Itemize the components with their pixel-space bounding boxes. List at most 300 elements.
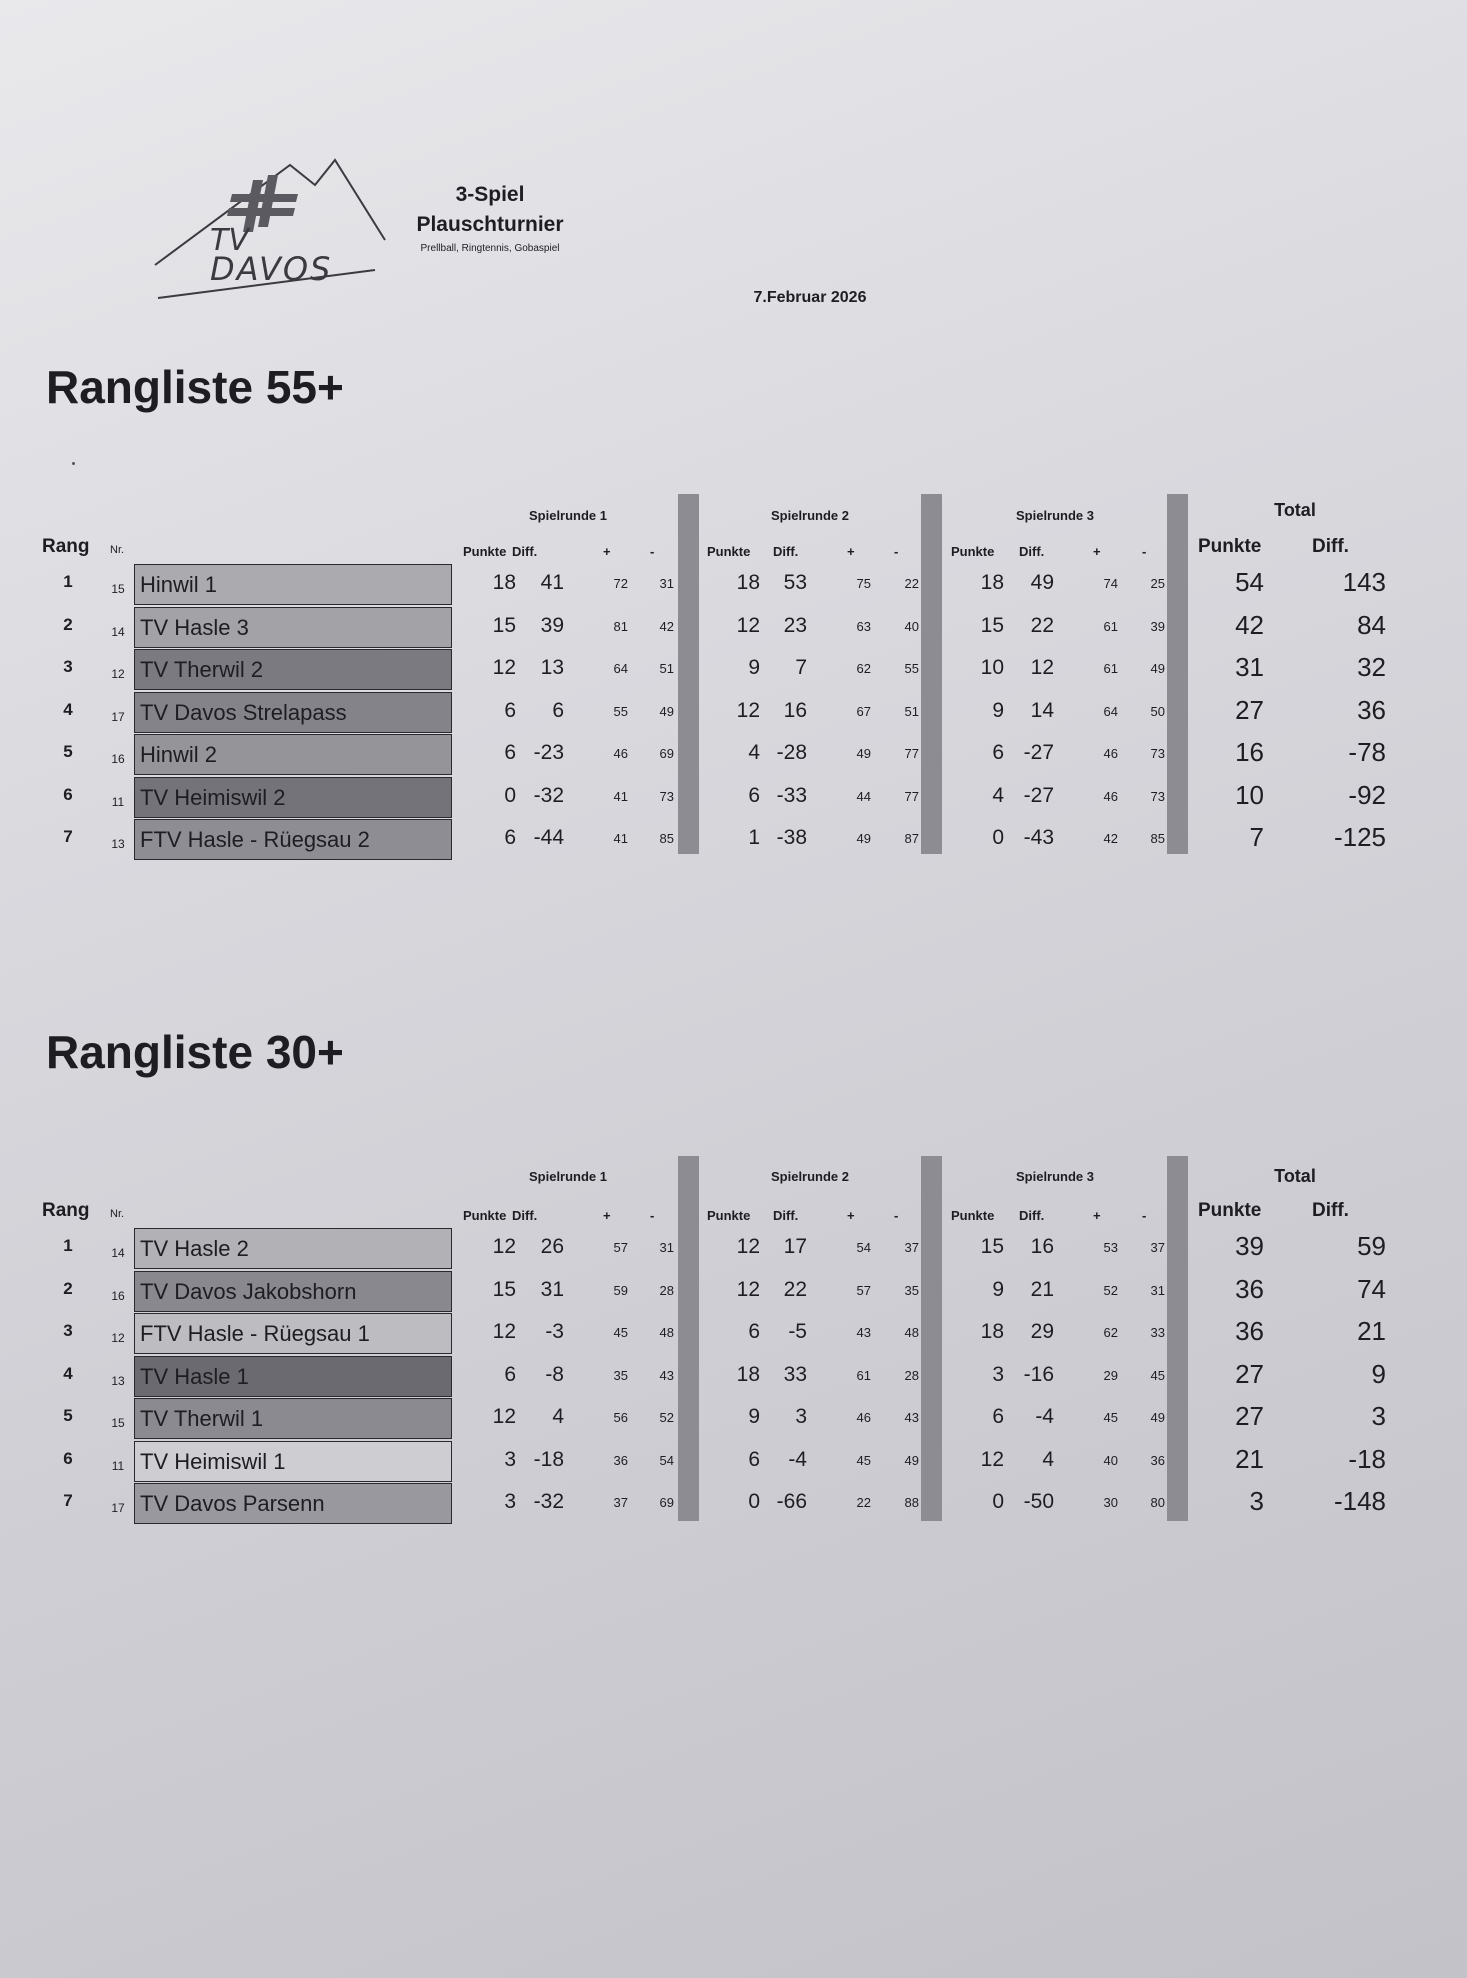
logo-text-tv: TV (210, 223, 249, 258)
table-row (0, 1228, 1467, 1268)
col-header-punkte: Punkte (951, 1208, 995, 1223)
event-subtitle: Prellball, Ringtennis, Gobaspiel (420, 243, 560, 254)
round-header: Spielrunde 1 (528, 1169, 608, 1184)
round-minus: 22 (904, 576, 919, 591)
col-header-punkte: Punkte (463, 1208, 507, 1223)
team-number: 17 (111, 709, 125, 724)
round-punkte: 12 (492, 1235, 516, 1258)
round-punkte: 18 (736, 1362, 760, 1386)
table-row (0, 1313, 1467, 1353)
round-punkte: 15 (492, 1277, 516, 1301)
round-plus: 43 (856, 1325, 871, 1340)
col-header-punkte: Punkte (463, 544, 507, 559)
round-header: Spielrunde 2 (770, 1169, 850, 1184)
round-minus: 31 (1150, 1282, 1165, 1298)
round-plus: 81 (613, 618, 628, 634)
round-diff: 16 (783, 698, 807, 722)
table-row (0, 607, 1467, 647)
stray-dot (72, 462, 75, 465)
round-minus: 48 (659, 1325, 674, 1340)
team-name: TV Heimiswil 2 (134, 777, 452, 818)
total-diff: 84 (1357, 609, 1386, 640)
round-minus: 49 (1150, 661, 1165, 676)
team-name: TV Therwil 1 (134, 1398, 452, 1439)
col-header-plus: + (847, 544, 855, 559)
round-plus: 62 (856, 661, 871, 676)
round-header: Spielrunde 3 (1015, 508, 1095, 523)
total-diff: -125 (1333, 822, 1386, 852)
round-minus: 25 (1150, 576, 1165, 591)
total-diff: 32 (1357, 652, 1386, 682)
total-punkte: 54 (1235, 567, 1264, 597)
round-plus: 41 (613, 831, 628, 846)
round-punkte: 6 (748, 783, 760, 807)
round-plus: 63 (856, 618, 871, 634)
round-punkte: 12 (492, 1320, 516, 1343)
round-diff: 14 (1030, 698, 1054, 722)
total-diff: -92 (1348, 779, 1386, 810)
round-plus: 64 (1103, 703, 1118, 719)
round-minus: 73 (1150, 746, 1165, 761)
round-minus: 51 (904, 703, 919, 719)
round-minus: 28 (659, 1282, 674, 1298)
col-header-nr: Nr. (110, 544, 125, 556)
col-header-minus: - (894, 1208, 899, 1223)
team-name: TV Davos Parsenn (134, 1483, 452, 1524)
round-minus: 54 (659, 1452, 674, 1468)
round-plus: 53 (1103, 1240, 1118, 1255)
total-diff: -78 (1348, 737, 1386, 767)
round-plus: 36 (613, 1452, 628, 1468)
total-punkte: 7 (1249, 822, 1264, 852)
round-diff: -38 (776, 826, 807, 849)
round-punkte: 0 (992, 826, 1004, 849)
round-punkte: 9 (992, 1277, 1004, 1301)
table-row (0, 1441, 1467, 1481)
round-plus: 72 (613, 576, 628, 591)
col-header-total-diff: Diff. (1312, 1200, 1349, 1221)
round-plus: 45 (1103, 1410, 1118, 1425)
round-punkte: 3 (992, 1362, 1004, 1386)
round-diff: -4 (788, 1447, 807, 1471)
round-minus: 77 (904, 746, 919, 761)
round-plus: 62 (1103, 1325, 1118, 1340)
round-plus: 59 (613, 1282, 628, 1298)
round-punkte: 6 (504, 698, 516, 722)
total-header: Total (1274, 500, 1316, 520)
round-minus: 80 (1150, 1495, 1165, 1510)
team-number: 14 (111, 624, 125, 639)
total-punkte: 10 (1235, 779, 1264, 810)
team-number: 16 (111, 752, 125, 766)
event-title-line1: 3-Spiel (455, 183, 525, 206)
round-diff: 22 (1030, 613, 1054, 637)
round-minus: 45 (1150, 1367, 1165, 1383)
round-diff: 39 (540, 613, 564, 637)
total-diff: -18 (1348, 1443, 1386, 1474)
total-punkte: 27 (1235, 1401, 1264, 1431)
section-title: Rangliste 30+ (46, 1026, 344, 1078)
col-header-minus: - (1142, 1208, 1147, 1223)
total-punkte: 42 (1235, 609, 1264, 640)
team-number: 11 (111, 1458, 125, 1473)
round-plus: 45 (856, 1452, 871, 1468)
round-diff: 4 (1042, 1447, 1054, 1471)
round-diff: -27 (1023, 741, 1054, 764)
total-diff: 143 (1342, 567, 1386, 597)
team-number: 12 (111, 1331, 125, 1345)
total-punkte: 36 (1235, 1316, 1264, 1346)
round-plus: 52 (1103, 1282, 1118, 1298)
round-punkte: 0 (748, 1490, 760, 1513)
total-punkte: 31 (1235, 652, 1264, 682)
round-plus: 57 (856, 1282, 871, 1298)
round-plus: 29 (1103, 1367, 1118, 1383)
round-plus: 44 (856, 788, 871, 804)
round-punkte: 18 (492, 571, 516, 594)
round-diff: -43 (1023, 826, 1054, 849)
round-plus: 74 (1103, 576, 1118, 591)
team-name: Hinwil 2 (134, 734, 452, 775)
round-minus: 52 (659, 1410, 674, 1425)
round-diff: 26 (540, 1235, 564, 1258)
event-title-line2: Plauschturnier (416, 213, 564, 236)
round-punkte: 15 (492, 613, 516, 637)
total-punkte: 3 (1249, 1486, 1264, 1516)
round-punkte: 3 (504, 1447, 516, 1471)
team-name: TV Davos Strelapass (134, 692, 452, 733)
round-diff: -28 (776, 741, 807, 764)
round-punkte: 9 (748, 1405, 760, 1428)
total-diff: 59 (1357, 1231, 1386, 1261)
round-minus: 88 (904, 1495, 919, 1510)
round-diff: -32 (533, 783, 564, 807)
team-name: TV Hasle 2 (134, 1228, 452, 1269)
table-row (0, 1398, 1467, 1438)
team-number: 16 (111, 1288, 125, 1303)
round-punkte: 6 (992, 1405, 1004, 1428)
round-plus: 22 (856, 1495, 871, 1510)
col-header-punkte: Punkte (707, 544, 751, 559)
event-date: 7.Februar 2026 (753, 289, 867, 306)
total-punkte: 39 (1235, 1231, 1264, 1261)
total-punkte: 27 (1235, 694, 1264, 725)
round-plus: 46 (1103, 788, 1118, 804)
round-punkte: 3 (504, 1490, 516, 1513)
total-diff: -148 (1333, 1486, 1386, 1516)
round-minus: 28 (904, 1367, 919, 1383)
team-name: TV Hasle 1 (134, 1356, 452, 1397)
round-plus: 55 (613, 703, 628, 719)
round-minus: 31 (659, 576, 674, 591)
round-punkte: 12 (492, 1405, 516, 1428)
round-diff: 21 (1030, 1277, 1054, 1301)
rank: 6 (63, 784, 73, 804)
table-row (0, 1356, 1467, 1396)
round-minus: 50 (1150, 703, 1165, 719)
round-minus: 31 (659, 1240, 674, 1255)
round-diff: 53 (783, 571, 807, 594)
round-punkte: 0 (992, 1490, 1004, 1513)
round-diff: 7 (795, 656, 807, 679)
round-punkte: 12 (736, 613, 760, 637)
rank: 6 (63, 1448, 73, 1468)
total-diff: 36 (1357, 694, 1386, 725)
round-punkte: 12 (736, 1235, 760, 1258)
table-row (0, 649, 1467, 689)
round-plus: 61 (856, 1367, 871, 1383)
round-plus: 67 (856, 703, 871, 719)
round-plus: 35 (613, 1367, 628, 1383)
rank: 7 (63, 827, 73, 846)
table-row (0, 734, 1467, 774)
round-diff: 16 (1030, 1235, 1054, 1258)
round-punkte: 10 (980, 656, 1004, 679)
table-row (0, 564, 1467, 604)
round-minus: 85 (659, 831, 674, 846)
round-minus: 37 (904, 1240, 919, 1255)
round-diff: 17 (783, 1235, 807, 1258)
round-minus: 73 (659, 788, 674, 804)
round-minus: 77 (904, 788, 919, 804)
col-header-plus: + (603, 544, 611, 559)
team-name: Hinwil 1 (134, 564, 452, 605)
team-name: FTV Hasle - Rüegsau 1 (134, 1313, 452, 1354)
round-plus: 40 (1103, 1452, 1118, 1468)
round-minus: 69 (659, 1495, 674, 1510)
round-punkte: 12 (736, 1277, 760, 1301)
round-punkte: 18 (980, 571, 1004, 594)
round-plus: 56 (613, 1410, 628, 1425)
rank: 3 (63, 1321, 73, 1340)
round-plus: 46 (856, 1410, 871, 1425)
total-header: Total (1274, 1166, 1316, 1186)
round-plus: 75 (856, 576, 871, 591)
round-minus: 40 (904, 618, 919, 634)
round-minus: 49 (904, 1452, 919, 1468)
rank: 5 (63, 1406, 73, 1425)
round-minus: 39 (1150, 618, 1165, 634)
total-punkte: 27 (1235, 1358, 1264, 1389)
col-header-total-punkte: Punkte (1198, 536, 1262, 557)
col-header-diff: Diff. (512, 1208, 538, 1223)
round-plus: 64 (613, 661, 628, 676)
round-plus: 37 (613, 1495, 628, 1510)
team-number: 14 (111, 1246, 125, 1260)
team-number: 15 (111, 1416, 125, 1430)
rank: 1 (63, 572, 73, 591)
rank: 3 (63, 657, 73, 676)
logo-text-davos: DAVOS (210, 250, 333, 288)
round-punkte: 6 (504, 741, 516, 764)
col-header-nr: Nr. (110, 1208, 125, 1220)
col-header-minus: - (650, 544, 655, 559)
round-plus: 46 (1103, 746, 1118, 761)
col-header-plus: + (847, 1208, 855, 1223)
round-plus: 54 (856, 1240, 871, 1255)
round-punkte: 12 (980, 1447, 1004, 1471)
round-plus: 42 (1103, 831, 1118, 846)
col-header-diff: Diff. (773, 544, 799, 559)
round-punkte: 9 (748, 656, 760, 679)
team-number: 13 (111, 837, 125, 851)
total-diff: 74 (1357, 1273, 1386, 1304)
round-punkte: 4 (992, 783, 1004, 807)
round-plus: 46 (613, 746, 628, 761)
round-plus: 30 (1103, 1495, 1118, 1510)
round-punkte: 18 (736, 571, 760, 594)
total-diff: 9 (1371, 1358, 1386, 1389)
rank: 4 (63, 1363, 73, 1383)
round-punkte: 12 (736, 698, 760, 722)
section-title: Rangliste 55+ (46, 361, 344, 413)
round-plus: 57 (613, 1240, 628, 1255)
round-minus: 49 (1150, 1410, 1165, 1425)
col-header-diff: Diff. (1019, 544, 1045, 559)
col-header-rang: Rang (42, 536, 90, 557)
round-diff: -18 (533, 1447, 564, 1471)
round-minus: 35 (904, 1282, 919, 1298)
round-minus: 43 (904, 1410, 919, 1425)
round-plus: 61 (1103, 661, 1118, 676)
round-diff: -5 (788, 1320, 807, 1343)
round-minus: 33 (1150, 1325, 1165, 1340)
round-punkte: 0 (504, 783, 516, 807)
round-plus: 41 (613, 788, 628, 804)
col-header-punkte: Punkte (951, 544, 995, 559)
round-diff: 3 (795, 1405, 807, 1428)
round-plus: 49 (856, 746, 871, 761)
team-name: FTV Hasle - Rüegsau 2 (134, 819, 452, 860)
col-header-minus: - (894, 544, 899, 559)
rank: 1 (63, 1236, 73, 1255)
team-number: 12 (111, 667, 125, 681)
round-diff: 41 (540, 571, 564, 594)
round-diff: 29 (1030, 1320, 1054, 1343)
round-punkte: 9 (992, 698, 1004, 722)
round-punkte: 15 (980, 1235, 1004, 1258)
col-header-minus: - (1142, 544, 1147, 559)
round-diff: -66 (776, 1490, 807, 1513)
round-punkte: 18 (980, 1320, 1004, 1343)
round-plus: 49 (856, 831, 871, 846)
round-punkte: 1 (748, 826, 760, 849)
round-punkte: 6 (748, 1447, 760, 1471)
round-diff: -8 (545, 1362, 564, 1386)
round-diff: -16 (1023, 1362, 1054, 1386)
round-minus: 85 (1150, 831, 1165, 846)
table-row (0, 1483, 1467, 1523)
event-title (400, 180, 580, 240)
table-row (0, 692, 1467, 732)
round-minus: 69 (659, 746, 674, 761)
round-punkte: 15 (980, 613, 1004, 637)
tv-davos-logo (150, 150, 390, 310)
table-row (0, 1271, 1467, 1311)
col-header-total-punkte: Punkte (1198, 1200, 1262, 1221)
round-minus: 73 (1150, 788, 1165, 804)
total-punkte: 21 (1235, 1443, 1264, 1474)
round-diff: 33 (783, 1362, 807, 1386)
round-diff: -27 (1023, 783, 1054, 807)
round-punkte: 4 (748, 741, 760, 764)
team-name: TV Davos Jakobshorn (134, 1271, 452, 1312)
round-minus: 43 (659, 1367, 674, 1383)
round-diff: 22 (783, 1277, 807, 1301)
round-punkte: 6 (992, 741, 1004, 764)
round-diff: -3 (545, 1320, 564, 1343)
col-header-plus: + (603, 1208, 611, 1223)
rank: 2 (63, 614, 73, 634)
rank: 2 (63, 1278, 73, 1298)
team-number: 11 (111, 794, 125, 809)
round-diff: 49 (1030, 571, 1054, 594)
round-diff: 6 (552, 698, 564, 722)
col-header-diff: Diff. (1019, 1208, 1045, 1223)
round-punkte: 12 (492, 656, 516, 679)
table-row (0, 819, 1467, 859)
round-minus: 49 (659, 703, 674, 719)
table-row (0, 777, 1467, 817)
team-number: 15 (111, 582, 125, 596)
round-header: Spielrunde 1 (528, 508, 608, 523)
round-diff: -33 (776, 783, 807, 807)
col-header-plus: + (1093, 544, 1101, 559)
round-diff: -23 (533, 741, 564, 764)
round-minus: 48 (904, 1325, 919, 1340)
team-name: TV Heimiswil 1 (134, 1441, 452, 1482)
col-header-plus: + (1093, 1208, 1101, 1223)
round-diff: -4 (1035, 1405, 1054, 1428)
col-header-diff: Diff. (512, 544, 538, 559)
round-minus: 36 (1150, 1452, 1165, 1468)
rank: 4 (63, 699, 73, 719)
round-diff: -50 (1023, 1490, 1054, 1513)
round-diff: 4 (552, 1405, 564, 1428)
round-minus: 51 (659, 661, 674, 676)
col-header-punkte: Punkte (707, 1208, 751, 1223)
col-header-diff: Diff. (773, 1208, 799, 1223)
round-diff: -44 (533, 826, 564, 849)
round-minus: 55 (904, 661, 919, 676)
round-diff: 31 (540, 1277, 564, 1301)
round-diff: 12 (1030, 656, 1054, 679)
round-minus: 42 (659, 618, 674, 634)
team-number: 13 (111, 1373, 125, 1388)
col-header-minus: - (650, 1208, 655, 1223)
round-punkte: 6 (748, 1320, 760, 1343)
team-name: TV Therwil 2 (134, 649, 452, 690)
total-diff: 21 (1357, 1316, 1386, 1346)
round-punkte: 6 (504, 826, 516, 849)
team-number: 17 (111, 1501, 125, 1515)
round-diff: 13 (540, 656, 564, 679)
col-header-rang: Rang (42, 1200, 90, 1221)
total-diff: 3 (1371, 1401, 1386, 1431)
rank: 5 (63, 742, 73, 761)
col-header-total-diff: Diff. (1312, 536, 1349, 557)
round-diff: 23 (783, 613, 807, 637)
round-punkte: 6 (504, 1362, 516, 1386)
round-header: Spielrunde 2 (770, 508, 850, 523)
total-punkte: 36 (1235, 1273, 1264, 1304)
team-name: TV Hasle 3 (134, 607, 452, 648)
round-header: Spielrunde 3 (1015, 1169, 1095, 1184)
round-minus: 37 (1150, 1240, 1165, 1255)
round-plus: 45 (613, 1325, 628, 1340)
total-punkte: 16 (1235, 737, 1264, 767)
round-plus: 61 (1103, 618, 1118, 634)
